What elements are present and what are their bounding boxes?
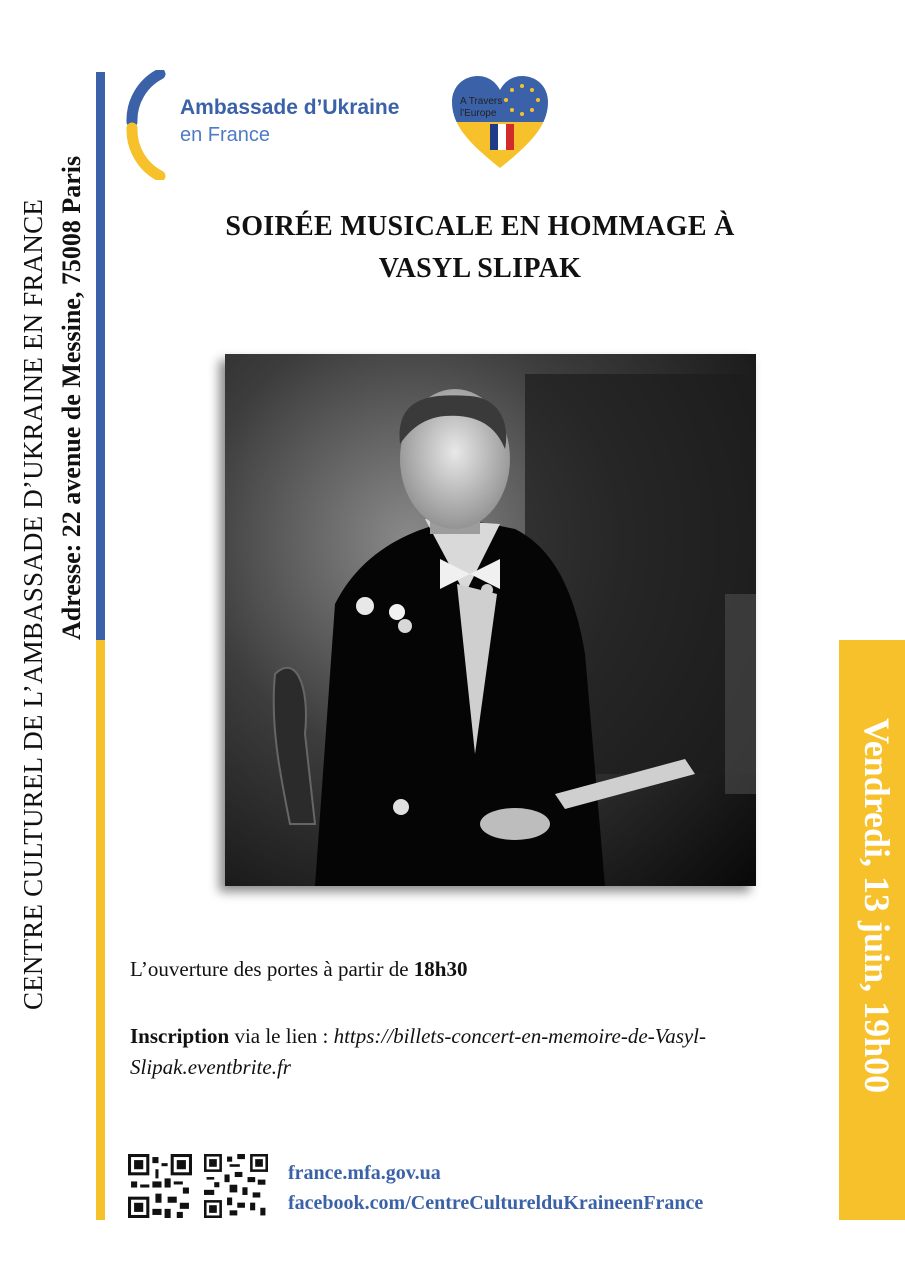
doors-time: 18h30	[413, 957, 468, 981]
inscription-text	[130, 1021, 770, 1083]
event-title	[140, 206, 820, 290]
inscription-link[interactable]: https://billets-concert-en-memoire-de-Vasyl-Slipak.eventbrite.fr	[130, 1024, 707, 1079]
centre-name-vertical: CENTRE CULTUREL DE L’AMBASSADE D’UKRAINE EN FRANCE	[18, 198, 48, 1010]
yellow-bar	[96, 640, 105, 1220]
embassy-subtitle: en France	[180, 124, 271, 146]
qr-code-icon[interactable]	[128, 1154, 192, 1218]
footer-links	[288, 1158, 703, 1218]
heart-text-line2: l'Europe	[460, 108, 497, 119]
heart-europe-logo-icon	[450, 74, 550, 170]
inscription-connector: via le lien :	[229, 1024, 334, 1048]
address-vertical: Adresse: 22 avenue de Messine, 75008 Paris	[57, 155, 86, 640]
inscription-label: Inscription	[130, 1024, 230, 1048]
event-date: Vendredi, 13 juin, 19h00	[857, 718, 897, 1094]
blue-bar	[96, 72, 105, 640]
portrait-image	[225, 354, 756, 886]
embassy-logo-icon	[126, 70, 186, 180]
website-link[interactable]: france.mfa.gov.ua	[288, 1162, 441, 1184]
title-line2: VASYL SLIPAK	[378, 253, 582, 284]
qr-code-icon[interactable]	[204, 1154, 268, 1218]
doors-opening-text	[130, 957, 467, 982]
portrait-photo	[225, 354, 756, 886]
embassy-name: Ambassade d’Ukraine	[180, 96, 400, 119]
title-line1: SOIRÉE MUSICALE EN HOMMAGE À	[225, 211, 735, 242]
doors-label: L’ouverture des portes à partir de	[130, 957, 414, 981]
heart-text-line1: A Travers	[460, 96, 503, 107]
facebook-link[interactable]: facebook.com/CentreCulturelduKraineenFrance	[288, 1192, 704, 1214]
heart-logo-text	[460, 96, 502, 120]
